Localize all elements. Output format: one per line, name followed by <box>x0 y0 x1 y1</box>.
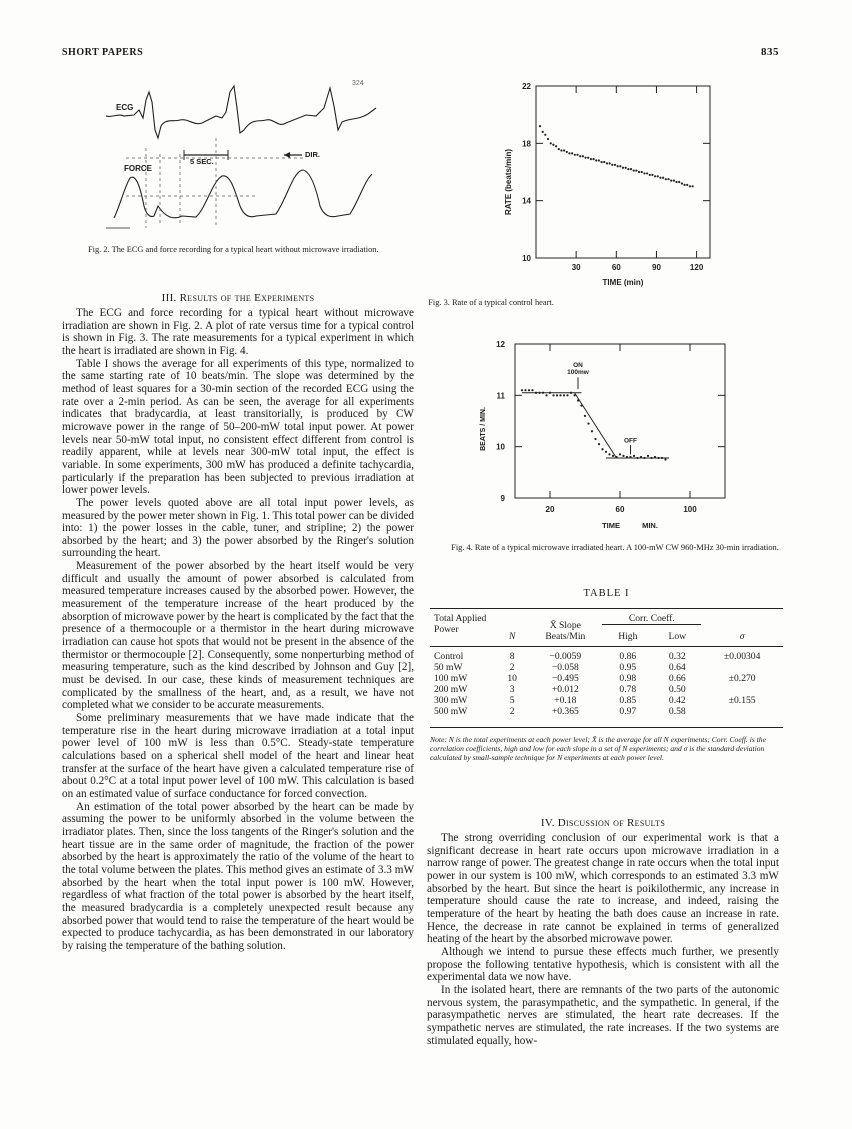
table-cell-power: 200 mW <box>434 684 468 695</box>
data-point <box>678 181 680 183</box>
trace-mark: 324 <box>352 80 364 87</box>
data-point <box>665 178 667 180</box>
table-cell-slope: −0.058 <box>551 662 579 673</box>
table-cell-power: 500 mW <box>434 706 468 717</box>
data-point <box>617 165 619 167</box>
data-point <box>627 168 629 170</box>
force-label: FORCE <box>124 164 152 173</box>
x-tick-label: 60 <box>615 505 625 514</box>
data-point <box>592 158 594 160</box>
data-point <box>580 405 582 407</box>
data-point <box>659 177 661 179</box>
data-point <box>538 392 540 394</box>
x-tick-label: 120 <box>689 263 704 272</box>
th-n: N <box>508 631 516 642</box>
fig2-caption: Fig. 2. The ECG and force recording for a typical heart without microwave irradiation. <box>88 245 379 254</box>
data-point <box>573 394 575 396</box>
data-point <box>587 422 589 424</box>
table-cell-slope: +0.365 <box>551 706 579 717</box>
ecg-force-traces <box>106 78 378 236</box>
data-point <box>552 394 554 396</box>
data-point <box>556 394 558 396</box>
table-cell-n: 5 <box>509 695 515 706</box>
table-row <box>430 673 783 684</box>
table-cell-sigma <box>701 706 783 717</box>
data-point <box>544 134 546 136</box>
data-point <box>566 151 568 153</box>
data-point <box>686 184 688 186</box>
discussion-body <box>427 832 779 1047</box>
data-point <box>563 394 565 396</box>
data-point <box>641 171 643 173</box>
data-point <box>606 162 608 164</box>
y-tick-label: 14 <box>522 196 531 206</box>
data-point <box>636 457 638 459</box>
data-point <box>661 457 663 459</box>
table-cell-high: 0.98 <box>619 673 637 684</box>
data-point <box>609 162 611 164</box>
th-low: Low <box>668 631 687 642</box>
table-cell-sigma: ±0.270 <box>728 673 756 684</box>
table-cell-power: 100 mW <box>434 673 468 684</box>
data-point <box>675 181 677 183</box>
data-point <box>683 184 685 186</box>
data-point <box>576 154 578 156</box>
data-point <box>662 177 664 179</box>
table-cell-high: 0.85 <box>619 695 637 706</box>
x-axis-label: TIME (min) <box>602 278 644 287</box>
table-cell-slope: −0.0059 <box>549 651 582 662</box>
fig2-recording <box>106 78 378 236</box>
data-point <box>643 172 645 174</box>
paragraph: In the isolated heart, there are remnants of the two parts of the autonomic nervous system, the parasympathetic, and the sympathetic. In general, if the parasympathetic nerves are stimulated, the heart rate decreases. If the sympathetic nerves are stimulated, the rate increases. If the two systems are stimulated equally, how- <box>427 983 779 1047</box>
data-point <box>629 456 631 458</box>
y-tick-label: 18 <box>522 139 531 149</box>
data-point <box>654 175 656 177</box>
table-cell-n: 3 <box>509 684 515 695</box>
on-label: ON <box>573 362 583 370</box>
left-column <box>62 292 414 952</box>
plot-frame <box>515 344 725 498</box>
paragraph: Although we intend to pursue these effects much further, we presently propose the following tentative hypothesis, which is consistent with all the experimental data we now have. <box>427 945 779 984</box>
data-point <box>595 159 597 161</box>
paragraph: An estimation of the total power absorbed by the heart can be made by assuming the power to be uniformly absorbed in the volume between the irradiator plates. Then, since the loss tangents of the Ringer's solution and the heart tissue are in the same order of magnitude, the fraction of the power absorbed by the heart is approximately the ratio of the volume of the heart to the total volume between the plates. This method gives an estimate of 3.3 mW absorbed by the heart when the total input power is 100 mW. However, regardless of what fraction of the total power is absorbed by the heart itself, the measured bradycardia is a completely unexpected result because any absorbed power that would tend to raise the temperature of the heart would be expected to produce tachycardia, as has been demonstrated in our laboratory by raising the temperature of the bathing solution. <box>62 800 414 952</box>
data-point <box>630 168 632 170</box>
data-point <box>622 455 624 457</box>
table-row <box>430 651 783 662</box>
data-point <box>535 392 537 394</box>
data-point <box>563 149 565 151</box>
ecg-label: ECG <box>116 103 134 112</box>
data-point <box>689 185 691 187</box>
y-tick-label: 11 <box>496 391 505 401</box>
data-point <box>584 415 586 417</box>
data-point <box>552 144 554 146</box>
table-row <box>430 695 783 706</box>
y-tick-label: 22 <box>522 82 531 91</box>
fig3-plot <box>496 78 721 294</box>
data-point <box>577 399 579 401</box>
data-point <box>558 148 560 150</box>
data-point <box>667 178 669 180</box>
y-tick-label: 10 <box>522 254 531 263</box>
y-axis-label: BEATS / MIN. <box>480 407 487 451</box>
table-cell-n: 2 <box>509 706 515 717</box>
table-cell-high: 0.86 <box>619 651 637 662</box>
table1-body <box>430 651 783 717</box>
data-point <box>547 138 549 140</box>
data-point <box>560 149 562 151</box>
table-row <box>430 684 783 695</box>
data-point <box>619 165 621 167</box>
decline-fit <box>575 393 617 458</box>
data-point <box>521 389 523 391</box>
table-cell-slope: −0.495 <box>551 673 579 684</box>
table-cell-low: 0.50 <box>668 684 686 695</box>
data-point <box>673 180 675 182</box>
table-cell-power: Control <box>434 651 464 662</box>
data-point <box>539 125 541 127</box>
table-cell-low: 0.32 <box>668 651 686 662</box>
data-point <box>615 456 617 458</box>
paragraph: Table I shows the average for all experiments of this type, normalized to the same starting rate of 10 beats/min. The slope was determined by the method of least squares for a 30-min section of the recorded ECG using the rate over a 2-min period. As can be seen, the average for all experiments indicates that bradycardia, at least transitorially, is produced by CW microwave power in the range of 50–200-mW total input power. At power levels near 50-mW total input, no consistent effect different from control is readily apparent, while at levels near 300-mW total input, the effect is variable. In some experiments, 300 mW has produced a definite tachycardia, particularly if the preparation has been subjected to previous irradiation at lower power levels. <box>62 357 414 497</box>
data-point <box>590 158 592 160</box>
section-title-results: III. Results of the Experiments <box>161 292 315 304</box>
data-point <box>614 164 616 166</box>
data-point <box>633 169 635 171</box>
data-point <box>625 167 627 169</box>
data-point <box>550 142 552 144</box>
fig3-chart <box>496 78 721 294</box>
x-tick-label: 100 <box>683 505 697 514</box>
data-point <box>528 389 530 391</box>
table-cell-low: 0.66 <box>668 673 686 684</box>
x-tick-label: 30 <box>571 263 581 272</box>
data-point <box>568 152 570 154</box>
data-point <box>633 455 635 457</box>
data-point <box>542 131 544 133</box>
x-tick-label: 20 <box>545 505 555 514</box>
table-cell-low: 0.58 <box>668 706 686 717</box>
table-cell-n: 2 <box>509 662 515 673</box>
table-cell-high: 0.95 <box>619 662 637 673</box>
table1-block <box>430 588 783 762</box>
table-cell-low: 0.42 <box>668 695 686 706</box>
results-body <box>62 307 414 952</box>
data-point <box>545 394 547 396</box>
table-cell-high: 0.78 <box>619 684 637 695</box>
data-point <box>598 159 600 161</box>
table1 <box>430 613 783 732</box>
data-point <box>657 457 659 459</box>
x-tick-label: 60 <box>611 263 621 272</box>
table-row <box>430 706 783 717</box>
data-point <box>619 453 621 455</box>
table-cell-slope: +0.18 <box>554 695 577 706</box>
data-point <box>649 174 651 176</box>
paragraph: The strong overriding conclusion of our experimental work is that a significant decrease in heart rate occurs upon microwave irradiation in a narrow range of power. The greatest change in rate occurs when the total input power in our system is 100 mW, which corresponds to an estimated 3.3 mW absorbed by the heart. But since the heart is poikilothermic, any increase in temperature should cause the rate to increase, and indeed, raising the temperature of the heart by heating the bath does cause an increase in rate. Hence, the decrease in rate cannot be explained in terms of generalized heating of the heart by the absorbed microwave power. <box>427 832 779 946</box>
data-point <box>651 174 653 176</box>
data-point <box>603 161 605 163</box>
off-label: OFF <box>624 437 637 445</box>
table1-title: TABLE I <box>583 588 630 599</box>
paragraph: The power levels quoted above are all total input power levels, as measured by the power meter shown in Fig. 1. This total power can be divided into: 1) the power losses in the cable, tuner, and stripline; 2) the power absorbed by the heart; and 3) the power absorbed by the Ringer's solution surrounding the heart. <box>62 496 414 560</box>
x-tick-label: 90 <box>652 263 661 272</box>
table-cell-high: 0.97 <box>619 706 637 717</box>
data-point <box>626 456 628 458</box>
table1-note: Note: N is the total experiments at each power level; X̄ is the average for all N experiments; Corr. Coeff. is the correlation coefficients, high and low for each slope in a set of N experiments; and σ is the standard deviation calculated by small-sample technique for N experiments at each power level. <box>430 735 766 762</box>
data-point <box>608 453 610 455</box>
y-tick-label: 10 <box>496 442 505 452</box>
data-point <box>612 455 614 457</box>
table-cell-n: 10 <box>507 673 517 684</box>
data-point <box>664 458 666 460</box>
table-cell-sigma: ±0.00304 <box>723 651 761 662</box>
data-point <box>579 155 581 157</box>
page-number: 835 <box>761 46 779 58</box>
table-cell-power: 50 mW <box>434 662 463 673</box>
table-cell-n: 8 <box>509 651 515 662</box>
right-column <box>427 817 779 1047</box>
data-point <box>582 155 584 157</box>
th-corr: Corr. Coeff. <box>602 613 701 625</box>
table-row <box>430 662 783 673</box>
data-point <box>584 157 586 159</box>
data-point <box>542 392 544 394</box>
section-title-discussion: IV. Discussion of Results <box>540 817 666 829</box>
data-point <box>566 394 568 396</box>
data-point <box>692 185 694 187</box>
data-point <box>531 389 533 391</box>
data-point <box>622 167 624 169</box>
data-point <box>600 161 602 163</box>
dir-label: DIR. <box>305 150 320 159</box>
data-point <box>574 154 576 156</box>
fig4-chart <box>475 338 737 534</box>
data-point <box>605 451 607 453</box>
table-cell-power: 300 mW <box>434 695 468 706</box>
table-cell-sigma <box>701 662 783 673</box>
th-high: High <box>618 631 638 642</box>
data-point <box>638 171 640 173</box>
fig4-plot <box>475 338 737 534</box>
data-point <box>598 443 600 445</box>
paragraph: Measurement of the power absorbed by the heart itself would be very difficult and usually the amount of power absorbed is calculated from measured temperature increases caused by the absorbed power. However, the measurement of the temperature increase of the heart produced by the absorption of microwave power by the heart is complicated by the fact that the presence of a thermocouple or a thermistor in the heart during microwave irradiation can cause hot spots that would not be present in the absence of the thermistor or thermocouple [2]. Consequently, some nonperturbing method of measuring temperature, such as the kind described by Johnson and Guy [2], must be devised. In our case, these kinds of measurement techniques are complicated by the smallness of the heart, and, as a result, we have not completed what we consider to be accurate measurements. <box>62 560 414 712</box>
data-point <box>601 448 603 450</box>
data-point <box>524 389 526 391</box>
data-point <box>611 164 613 166</box>
th-power: Total Applied Power <box>434 613 487 635</box>
running-header: SHORT PAPERS <box>62 47 144 58</box>
data-point <box>650 457 652 459</box>
paragraph: Some preliminary measurements that we have made indicate that the temperature rise in the heart during microwave irradiation at a total input power level of 100 mW is less than 0.5°C. Steady-state temperature calculations based on a spherical shell model of the heart and linear heat transfer at the surface of the heart have given a calculated temperature rise of about 0.2°C at a total input power level of 100 mW. This calculation is based on an estimated value of surface conductance for forced convection. <box>62 712 414 800</box>
data-point <box>670 180 672 182</box>
paragraph: The ECG and force recording for a typical heart without microwave irradiation are shown in Fig. 2. A plot of rate versus time for a typical control is shown in Fig. 3. The rate measurements for a typical experiment in which the heart is irradiated are shown in Fig. 4. <box>62 307 414 357</box>
y-axis-label: RATE (beats/min) <box>504 148 513 216</box>
data-point <box>549 392 551 394</box>
data-point <box>591 430 593 432</box>
table-cell-low: 0.64 <box>668 662 686 673</box>
y-tick-label: 9 <box>500 494 505 503</box>
fig3-caption: Fig. 3. Rate of a typical control heart. <box>428 298 554 307</box>
data-point <box>643 457 645 459</box>
data-point <box>571 152 573 154</box>
table-cell-sigma: ±0.155 <box>728 695 756 706</box>
data-point <box>681 182 683 184</box>
five-sec-label: 5 SEC. <box>190 157 214 166</box>
data-point <box>647 455 649 457</box>
data-point <box>587 157 589 159</box>
th-sigma: σ <box>739 631 745 642</box>
data-point <box>559 394 561 396</box>
data-point <box>646 172 648 174</box>
th-slope: X̄ Slope Beats/Min <box>545 620 586 642</box>
table-cell-sigma <box>701 684 783 695</box>
data-point <box>640 456 642 458</box>
data-point <box>635 169 637 171</box>
data-point <box>570 392 572 394</box>
data-point <box>555 145 557 147</box>
y-tick-label: 12 <box>496 340 505 349</box>
data-point <box>657 175 659 177</box>
on-power-label: 100mw <box>567 368 589 376</box>
fig4-caption: Fig. 4. Rate of a typical microwave irradiated heart. A 100-mW CW 960-MHz 30-min irradiation. <box>451 543 779 552</box>
table-cell-slope: +0.012 <box>551 684 579 695</box>
plot-frame <box>536 86 710 258</box>
x-axis-label: TIME MIN. <box>602 521 658 530</box>
data-point <box>594 438 596 440</box>
data-point <box>654 456 656 458</box>
